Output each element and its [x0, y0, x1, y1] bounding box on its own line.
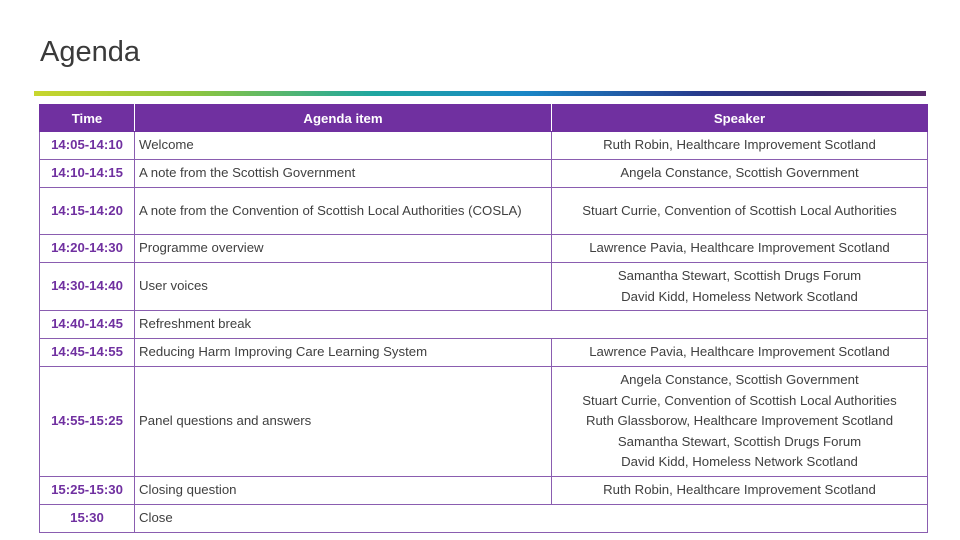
table-header-row: [40, 105, 928, 132]
item-cell: A note from the Convention of Scottish Local Authorities (COSLA): [135, 188, 552, 235]
item-cell: Programme overview: [135, 235, 552, 263]
table-row: [40, 505, 928, 533]
table-row: [40, 367, 928, 477]
time-cell: 14:15-14:20: [40, 188, 135, 235]
item-cell: Closing question: [135, 477, 552, 505]
item-cell: Welcome: [135, 132, 552, 160]
item-cell: A note from the Scottish Government: [135, 160, 552, 188]
table-row: [40, 477, 928, 505]
agenda-table: [39, 104, 928, 533]
speaker-name: Angela Constance, Scottish Government: [620, 372, 859, 388]
item-cell: User voices: [135, 263, 552, 311]
speaker-name: Stuart Currie, Convention of Scottish Local Authorities: [582, 392, 897, 408]
item-cell: Reducing Harm Improving Care Learning System: [135, 339, 552, 367]
speaker-cell: [552, 263, 928, 311]
page-title: Agenda: [40, 36, 140, 68]
speaker-name: Samantha Stewart, Scottish Drugs Forum: [617, 433, 862, 449]
time-cell: 14:30-14:40: [40, 263, 135, 311]
table-row: [40, 132, 928, 160]
speaker-cell: Ruth Robin, Healthcare Improvement Scotland: [552, 477, 928, 505]
item-cell: Panel questions and answers: [135, 367, 552, 477]
header-agenda-item: Agenda item: [135, 105, 552, 132]
speaker-cell: Angela Constance, Scottish Government: [552, 160, 928, 188]
table-row: [40, 188, 928, 235]
speaker-name: Ruth Glassborow, Healthcare Improvement Scotland: [585, 413, 894, 429]
time-cell: 14:55-15:25: [40, 367, 135, 477]
item-cell: Close: [135, 505, 928, 533]
header-speaker: Speaker: [552, 105, 928, 132]
speaker-cell: Ruth Robin, Healthcare Improvement Scotland: [552, 132, 928, 160]
time-cell: 14:40-14:45: [40, 311, 135, 339]
speaker-name: Samantha Stewart, Scottish Drugs Forum: [617, 268, 862, 283]
speaker-name: David Kidd, Homeless Network Scotland: [621, 454, 858, 470]
table-row: [40, 235, 928, 263]
time-cell: 14:20-14:30: [40, 235, 135, 263]
table-row: [40, 311, 928, 339]
time-cell: 14:45-14:55: [40, 339, 135, 367]
time-cell: 14:10-14:15: [40, 160, 135, 188]
speaker-cell: Stuart Currie, Convention of Scottish Local Authorities: [552, 188, 928, 235]
time-cell: 15:30: [40, 505, 135, 533]
time-cell: 15:25-15:30: [40, 477, 135, 505]
item-cell: Refreshment break: [135, 311, 928, 339]
table-row: [40, 339, 928, 367]
speaker-cell: Lawrence Pavia, Healthcare Improvement Scotland: [552, 339, 928, 367]
speaker-cell: Lawrence Pavia, Healthcare Improvement Scotland: [552, 235, 928, 263]
speaker-cell: [552, 367, 928, 477]
header-time: Time: [40, 105, 135, 132]
time-cell: 14:05-14:10: [40, 132, 135, 160]
speaker-name: David Kidd, Homeless Network Scotland: [621, 288, 858, 304]
table-row: [40, 263, 928, 311]
table-row: [40, 160, 928, 188]
gradient-divider: [34, 91, 926, 96]
